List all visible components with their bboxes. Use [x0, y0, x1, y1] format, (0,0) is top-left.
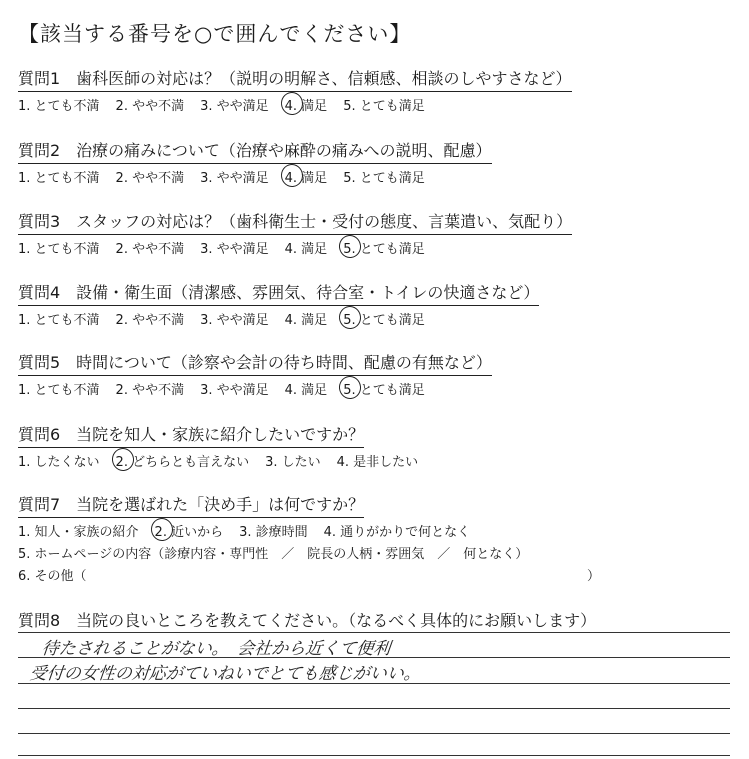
- option-5-line[interactable]: 5. ホームページの内容（診療内容・専門性 ／ 院長の人柄・雰囲気 ／ 何となく）: [18, 547, 529, 562]
- option-6-line[interactable]: [18, 565, 730, 584]
- option-1[interactable]: 1. したくない: [18, 455, 100, 470]
- handwritten-answer-line-1[interactable]: 待たされることがない。 会社から近くて便利: [40, 639, 392, 659]
- option-1[interactable]: 1. とても不満: [18, 99, 100, 114]
- question-6: [18, 422, 730, 470]
- option-4[interactable]: 4. 通りがかりで何となく: [323, 525, 471, 540]
- option-3[interactable]: 3. 診療時間: [239, 525, 308, 540]
- option-3[interactable]: 3. やや満足: [200, 383, 269, 398]
- option-2[interactable]: 2. やや不満: [115, 99, 185, 114]
- option-5-selected[interactable]: 5. とても満足: [343, 379, 425, 398]
- option-5[interactable]: 5. とても満足: [343, 99, 425, 114]
- question-heading: 質問7 当院を選ばれた「決め手」は何ですか？: [18, 492, 364, 518]
- option-1[interactable]: 1. 知人・家族の紹介: [18, 525, 139, 540]
- option-3[interactable]: 3. したい: [265, 455, 321, 470]
- option-list: [18, 95, 730, 114]
- writing-line: [18, 708, 730, 709]
- option-1[interactable]: 1. とても不満: [18, 171, 100, 186]
- option-list: [18, 238, 730, 257]
- option-3[interactable]: 3. やや満足: [200, 242, 269, 257]
- option-2[interactable]: 2. やや不満: [115, 171, 185, 186]
- option-3[interactable]: 3. やや満足: [200, 171, 269, 186]
- option-2[interactable]: 2. やや不満: [115, 313, 185, 328]
- question-1: [18, 66, 730, 114]
- option-4[interactable]: 4. 満足: [284, 383, 328, 398]
- option-5[interactable]: 5. とても満足: [343, 171, 425, 186]
- option-3[interactable]: 3. やや満足: [200, 99, 269, 114]
- question-4: [18, 280, 730, 328]
- question-heading: 質問1 歯科医師の対応は？（説明の明解さ、信頼感、相談のしやすさなど）: [18, 66, 572, 92]
- page-title: 【該当する番号を○で囲んでください】: [18, 22, 412, 46]
- question-7: [18, 492, 730, 584]
- handwritten-answer-line-2[interactable]: 受付の女性の対応がていねいでとても感じがいい。: [28, 664, 422, 684]
- writing-line: [18, 755, 730, 756]
- option-4[interactable]: 4. 満足: [284, 313, 328, 328]
- option-4[interactable]: 4. 是非したい: [336, 455, 419, 470]
- option-2[interactable]: 2. やや不満: [115, 242, 185, 257]
- option-list: [18, 167, 730, 186]
- option-list: [18, 379, 730, 398]
- option-6-close-paren: ）: [586, 569, 600, 584]
- option-1[interactable]: 1. とても不満: [18, 242, 100, 257]
- option-1[interactable]: 1. とても不満: [18, 313, 100, 328]
- option-list: [18, 521, 730, 540]
- question-heading: 質問5 時間について（診察や会計の待ち時間、配慮の有無など）: [18, 350, 492, 376]
- option-6-label: 6. その他（: [18, 569, 87, 584]
- option-2-selected[interactable]: 2. 近いから: [155, 521, 224, 540]
- option-list: [18, 309, 730, 328]
- writing-line: [18, 733, 730, 734]
- option-4-selected[interactable]: 4. 満足: [285, 167, 328, 186]
- question-heading: 質問8 当院の良いところを教えてください。（なるべく具体的にお願いします）: [18, 611, 597, 630]
- question-8: [18, 608, 730, 633]
- question-2: [18, 138, 730, 186]
- option-2-selected[interactable]: 2. どちらとも言えない: [116, 451, 250, 470]
- option-4[interactable]: 4. 満足: [284, 242, 328, 257]
- question-heading: 質問2 治療の痛みについて（治療や麻酔の痛みへの説明、配慮）: [18, 138, 492, 164]
- option-4-selected[interactable]: 4. 満足: [285, 95, 328, 114]
- option-list: [18, 451, 730, 470]
- option-5-selected[interactable]: 5. とても満足: [343, 309, 425, 328]
- question-heading: 質問3 スタッフの対応は？（歯科衛生士・受付の態度、言葉遣い、気配り）: [18, 209, 572, 235]
- option-3[interactable]: 3. やや満足: [200, 313, 269, 328]
- question-3: [18, 209, 730, 257]
- question-5: [18, 350, 730, 398]
- option-1[interactable]: 1. とても不満: [18, 383, 100, 398]
- option-5-selected[interactable]: 5. とても満足: [343, 238, 425, 257]
- option-2[interactable]: 2. やや不満: [115, 383, 185, 398]
- question-heading: 質問4 設備・衛生面（清潔感、雰囲気、待合室・トイレの快適さなど）: [18, 280, 539, 306]
- writing-line: [18, 632, 730, 633]
- question-heading: 質問6 当院を知人・家族に紹介したいですか？: [18, 422, 364, 448]
